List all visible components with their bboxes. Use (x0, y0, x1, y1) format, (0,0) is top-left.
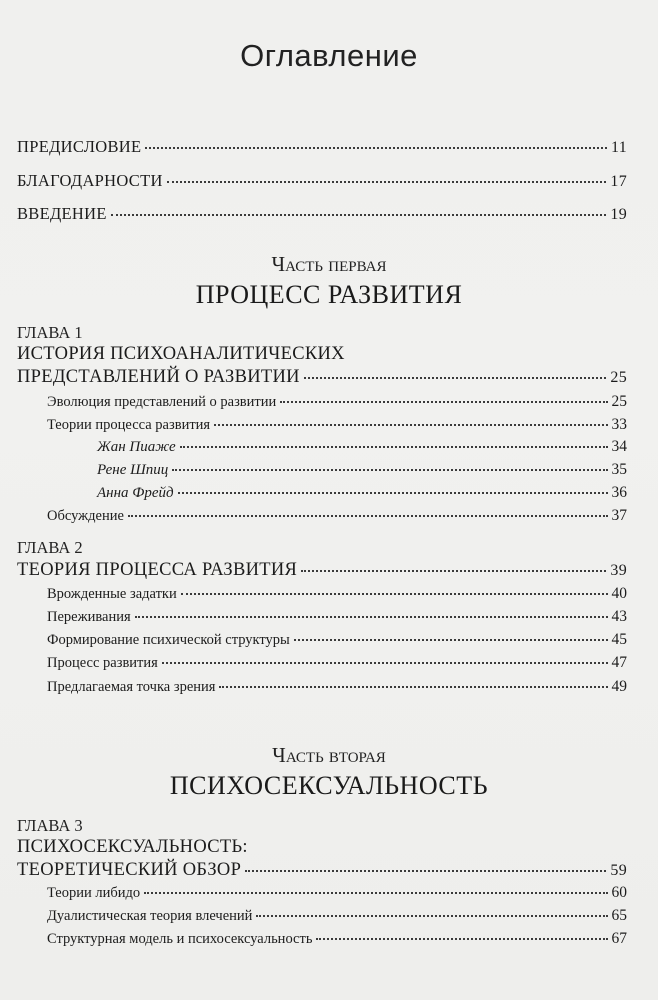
dot-leader (111, 213, 607, 216)
toc-entry[interactable] (47, 884, 627, 906)
chapter-three-title-line1: ПСИХОСЕКСУАЛЬНОСТЬ: (17, 837, 248, 857)
toc-page-number: 65 (611, 907, 627, 924)
dot-leader (280, 400, 607, 403)
toc-entry[interactable] (47, 654, 627, 676)
toc-entry-label: Теории либидо (47, 885, 141, 901)
toc-page-number: 40 (611, 585, 627, 602)
dot-leader (167, 180, 607, 183)
toc-entry[interactable] (47, 631, 627, 653)
chapter-one-label: ГЛАВА 1 (17, 323, 83, 342)
toc-page-number: 19 (610, 206, 627, 223)
toc-page-number: 25 (611, 393, 627, 410)
chapter-three-label: ГЛАВА 3 (17, 816, 83, 835)
toc-page-number: 59 (610, 862, 627, 879)
toc-entry-label: ТЕОРИЯ ПРОЦЕССА РАЗВИТИЯ (17, 560, 298, 580)
dot-leader (219, 685, 607, 688)
toc-entry[interactable] (47, 678, 627, 700)
dot-leader (128, 514, 608, 517)
toc-entry-chapter-one[interactable] (17, 367, 627, 389)
toc-entry-chapter-three[interactable] (17, 860, 627, 882)
dot-leader (180, 445, 608, 448)
toc-entry-label: БЛАГОДАРНОСТИ (17, 171, 163, 190)
toc-entry[interactable] (47, 907, 627, 929)
part-two-label: Часть вторая (272, 743, 386, 767)
toc-entry-label: Рене Шпиц (97, 462, 169, 478)
toc-entry-acknowledgements[interactable] (17, 171, 627, 193)
toc-entry[interactable] (47, 416, 627, 438)
dot-leader (301, 569, 606, 572)
toc-entry-label: ТЕОРЕТИЧЕСКИЙ ОБЗОР (17, 860, 242, 880)
dot-leader (135, 615, 608, 618)
dot-leader (294, 638, 608, 641)
dot-leader (304, 376, 607, 379)
toc-entry-label: Эволюция представлений о развитии (47, 394, 277, 410)
toc-entry-label: Процесс развития (47, 655, 158, 671)
toc-entry[interactable] (47, 393, 627, 415)
toc-page-number: 17 (610, 173, 627, 190)
toc-entry-preface[interactable] (17, 137, 627, 159)
toc-entry-label: ВВЕДЕНИЕ (17, 204, 107, 223)
toc-page-number: 39 (610, 562, 627, 579)
toc-page-number: 60 (611, 884, 627, 901)
toc-page-number: 47 (611, 654, 627, 671)
page-title: Оглавление (240, 38, 418, 73)
dot-leader (178, 491, 608, 494)
toc-entry-chapter-two[interactable] (17, 560, 627, 582)
toc-entry-label: Обсуждение (47, 508, 124, 524)
toc-entry-label: Анна Фрейд (97, 485, 174, 501)
dot-leader (162, 661, 608, 664)
toc-page-number: 34 (611, 438, 627, 455)
toc-entry-label: Жан Пиаже (97, 439, 176, 455)
part-one-title: ПРОЦЕСС РАЗВИТИЯ (195, 280, 463, 309)
toc-page-number: 43 (611, 608, 627, 625)
dot-leader (214, 423, 607, 426)
toc-page-number: 36 (611, 484, 627, 501)
toc-entry-label: Формирование психической структуры (47, 632, 290, 648)
toc-entry[interactable] (47, 930, 627, 952)
toc-entry[interactable] (97, 438, 627, 460)
toc-entry-label: Теории процесса развития (47, 417, 211, 433)
toc-page-number: 45 (611, 631, 627, 648)
toc-entry[interactable] (97, 484, 627, 506)
dot-leader (145, 146, 607, 149)
toc-entry[interactable] (47, 507, 627, 529)
chapter-two-label: ГЛАВА 2 (17, 538, 83, 557)
dot-leader (316, 937, 607, 940)
toc-page-number: 11 (610, 139, 627, 156)
toc-page-number: 37 (611, 507, 627, 524)
toc-entry[interactable] (47, 585, 627, 607)
part-one-label: Часть первая (271, 252, 387, 276)
toc-entry-label: Врожденные задатки (47, 586, 177, 602)
toc-entry-label: Переживания (47, 609, 131, 625)
toc-page-number: 33 (611, 416, 627, 433)
toc-page-number: 35 (611, 461, 627, 478)
toc-page-number: 49 (611, 678, 627, 695)
dot-leader (245, 869, 606, 872)
part-two-title: ПСИХОСЕКСУАЛЬНОСТЬ (169, 771, 489, 800)
toc-page-number: 67 (611, 930, 627, 947)
dot-leader (256, 914, 607, 917)
dot-leader (172, 468, 607, 471)
dot-leader (144, 891, 607, 894)
toc-entry-label: Дуалистическая теория влечений (47, 908, 253, 924)
dot-leader (181, 592, 608, 595)
toc-entry[interactable] (97, 461, 627, 483)
toc-entry-introduction[interactable] (17, 204, 627, 226)
toc-entry[interactable] (47, 608, 627, 630)
chapter-one-title-line1: ИСТОРИЯ ПСИХОАНАЛИТИЧЕСКИХ (17, 344, 345, 364)
toc-entry-label: Предлагаемая точка зрения (47, 679, 216, 695)
toc-entry-label: ПРЕДСТАВЛЕНИЙ О РАЗВИТИИ (17, 367, 300, 387)
toc-entry-label: Структурная модель и психосексуальность (47, 931, 313, 947)
toc-entry-label: ПРЕДИСЛОВИЕ (17, 137, 142, 156)
toc-page-number: 25 (610, 369, 627, 386)
